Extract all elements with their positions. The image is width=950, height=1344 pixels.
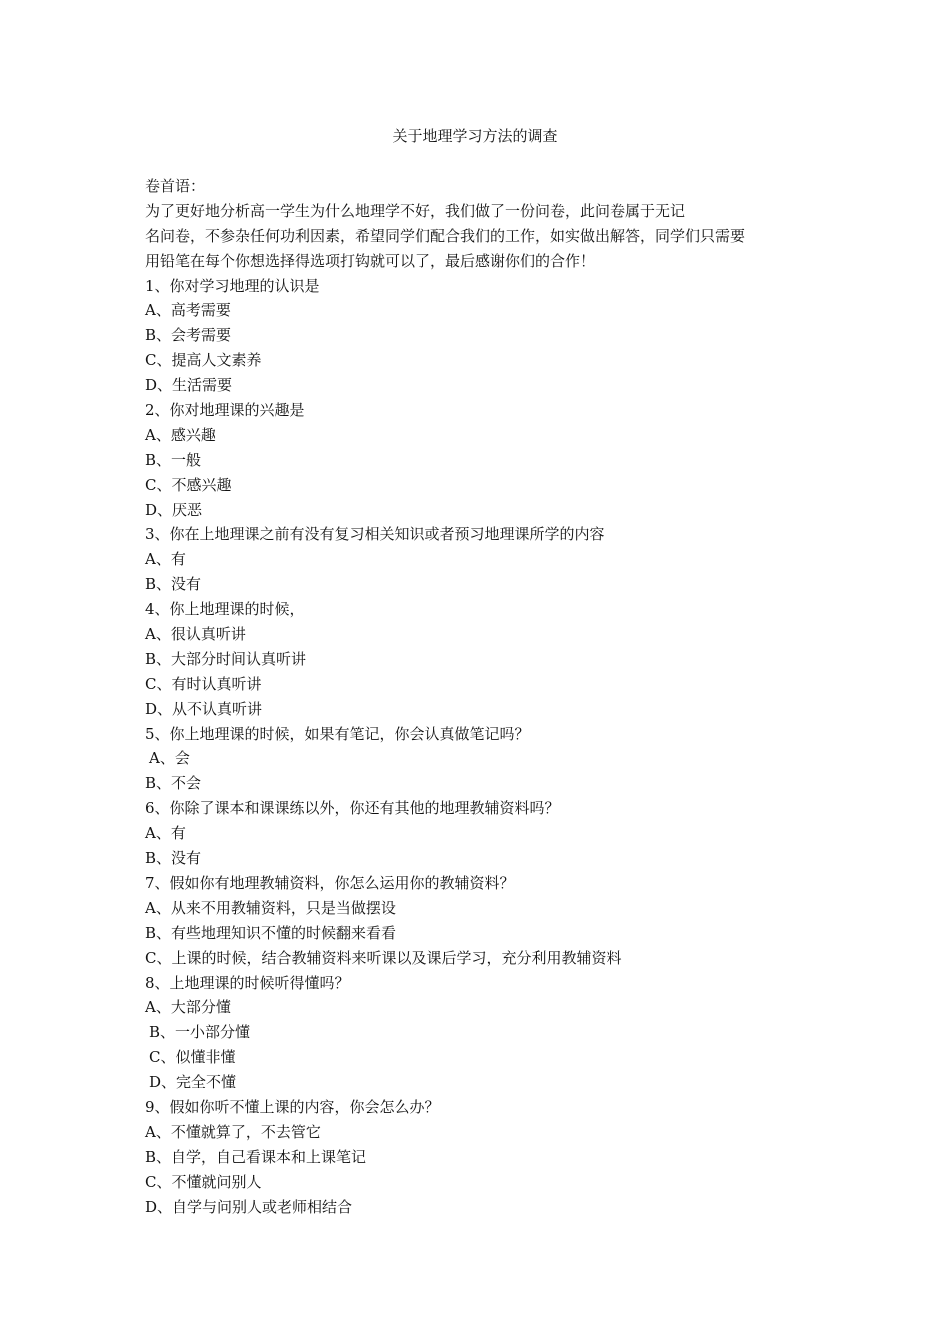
text-line: 4、你上地理课的时候， — [145, 600, 305, 619]
text-line: 1、你对学习地理的认识是 — [145, 276, 320, 295]
text-line: 卷首语： — [145, 177, 206, 195]
text-line: 9、假如你听不懂上课的内容，你会怎么办？ — [145, 1097, 440, 1116]
text-line: B、有些地理知识不懂的时候翻来看看 — [145, 923, 397, 942]
text-line: 6、你除了课本和课课练以外，你还有其他的地理教辅资料吗？ — [145, 799, 560, 818]
document-body — [145, 174, 825, 1219]
text-line: D、完全不懂 — [149, 1073, 237, 1092]
text-line: D、自学与问别人或老师相结合 — [145, 1197, 353, 1216]
text-line: D、从不认真听讲 — [145, 699, 263, 718]
text-line: C、似懂非懂 — [149, 1048, 236, 1067]
text-line: C、不懂就问别人 — [145, 1172, 262, 1191]
text-line: A、有 — [145, 550, 186, 569]
text-line: 名问卷，不参杂任何功利因素，希望同学们配合我们的工作，如实做出解答，同学们只需要 — [145, 226, 746, 245]
text-line: A、会 — [149, 749, 190, 768]
text-line: 5、你上地理课的时候，如果有笔记，你会认真做笔记吗？ — [145, 724, 530, 743]
text-line: B、自学，自己看课本和上课笔记 — [145, 1147, 367, 1166]
text-line: B、一小部分懂 — [149, 1023, 251, 1042]
text-line: B、没有 — [145, 849, 202, 868]
text-line: 8、上地理课的时候听得懂吗？ — [145, 973, 350, 992]
text-line: B、一般 — [145, 450, 202, 469]
document-title: 关于地理学习方法的调查 — [392, 127, 558, 145]
text-line: A、有 — [145, 824, 186, 843]
text-line: D、厌恶 — [145, 500, 203, 519]
text-line: C、有时认真听讲 — [145, 674, 262, 693]
text-line: A、不懂就算了，不去管它 — [145, 1122, 321, 1141]
text-line: D、生活需要 — [145, 376, 233, 395]
text-line: 为了更好地分析高一学生为什么地理学不好，我们做了一份问卷，此问卷属于无记 — [145, 201, 686, 220]
text-line: 7、假如你有地理教辅资料，你怎么运用你的教辅资料？ — [145, 873, 515, 892]
text-line: 3、你在上地理课之前有没有复习相关知识或者预习地理课所学的内容 — [145, 525, 605, 544]
text-line: A、很认真听讲 — [145, 625, 246, 644]
text-line: B、不会 — [145, 774, 202, 793]
text-line: A、从来不用教辅资料，只是当做摆设 — [145, 898, 396, 917]
text-line: 2、你对地理课的兴趣是 — [145, 401, 305, 420]
text-line: C、提高人文素养 — [145, 351, 262, 370]
text-line: A、高考需要 — [145, 301, 231, 320]
text-line: A、大部分懂 — [145, 998, 231, 1017]
text-line: B、会考需要 — [145, 326, 232, 345]
text-line: C、不感兴趣 — [145, 475, 232, 494]
text-line: A、感兴趣 — [145, 425, 216, 444]
text-line: C、上课的时候，结合教辅资料来听课以及课后学习，充分利用教辅资料 — [145, 948, 622, 967]
text-line: B、没有 — [145, 575, 202, 594]
text-line: B、大部分时间认真听讲 — [145, 649, 307, 668]
text-line: 用铅笔在每个你想选择得选项打钩就可以了，最后感谢你们的合作！ — [145, 251, 596, 270]
